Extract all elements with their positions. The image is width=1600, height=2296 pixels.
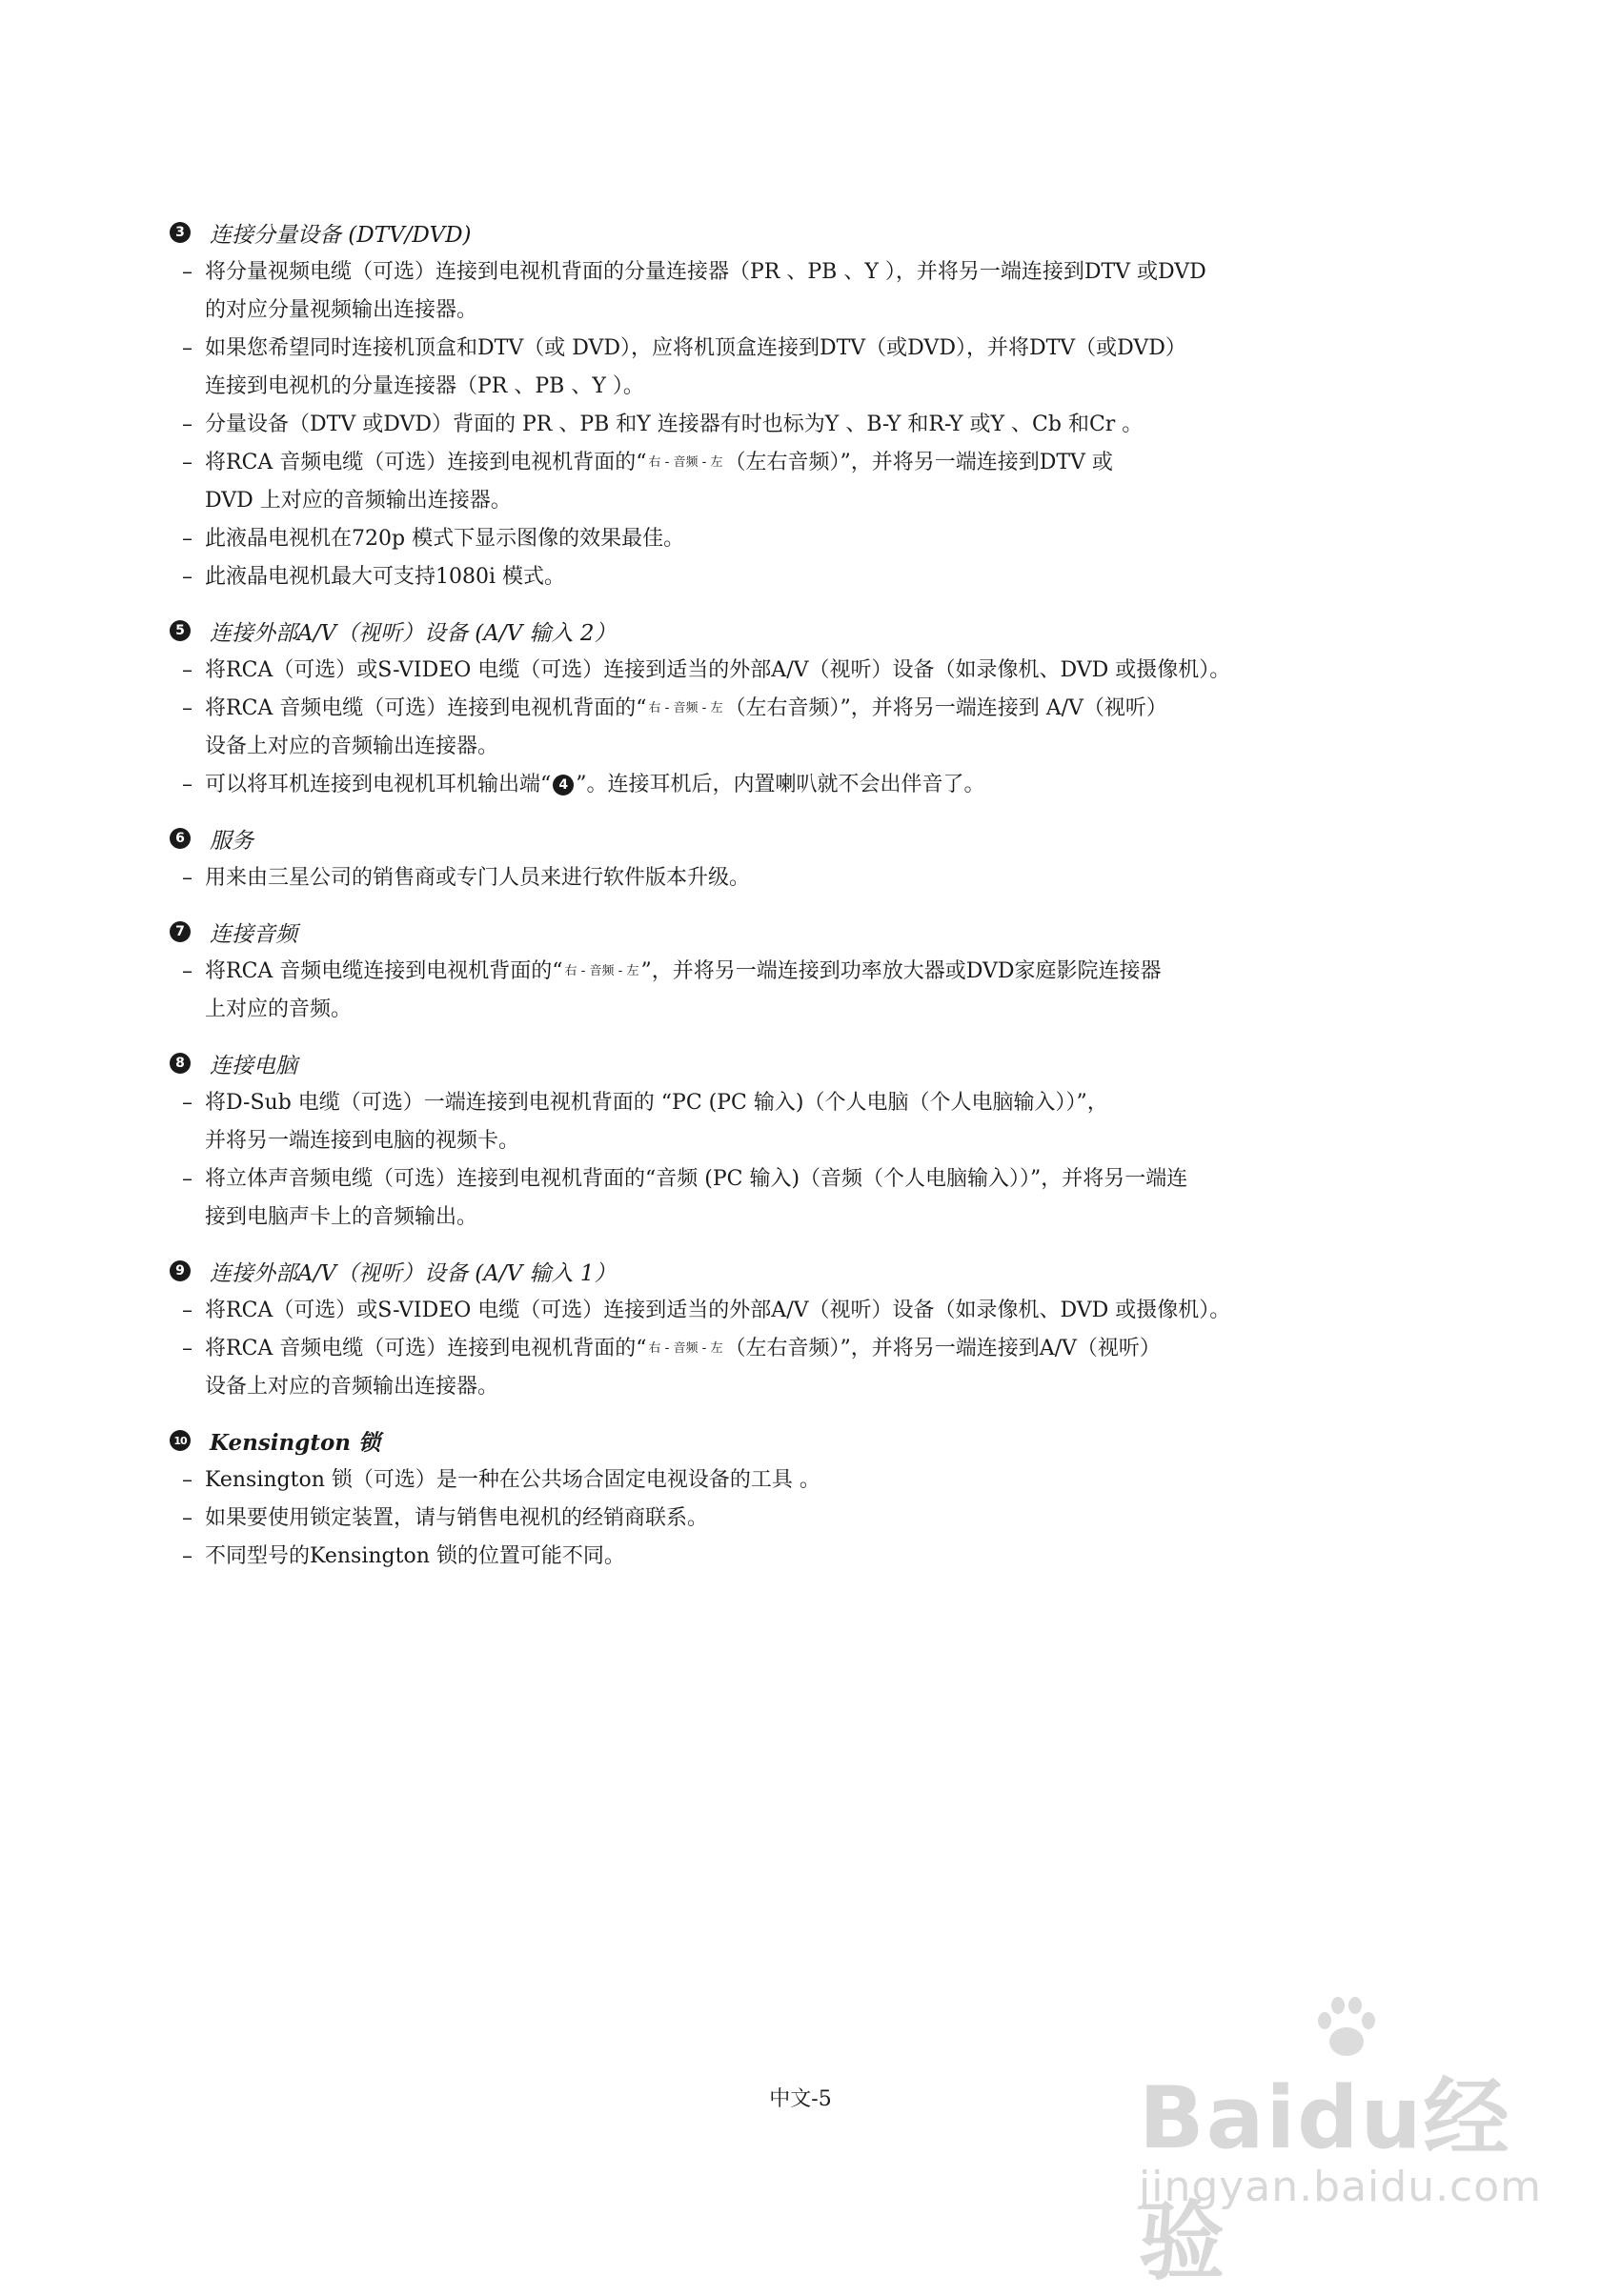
bullet-line: – 将D-Sub 电缆（可选）一端连接到电视机背面的 “PC (PC 输入)（个人电脑（个人电脑输入））”， [205,1091,1108,1115]
bullet-item [170,444,1447,520]
bullet-item [170,1538,1447,1576]
bullet-line: – 将RCA（可选）或S-VIDEO 电缆（可选）连接到适当的外部A/V（视听）设备（如录像机、DVD 或摄像机）。 [205,658,1231,682]
bullet-line: – 将立体声音频电缆（可选）连接到电视机背面的“音频 (PC 输入)（音频（个人电脑输入））”，并将另一端连 [205,1167,1188,1191]
section-title: Kensington 锁 [210,1429,381,1456]
section-5 [170,610,1447,804]
section-number-badge: 5 [170,620,191,641]
bullet-line: DVD 上对应的音频输出连接器。 [205,489,512,513]
section-title: 连接外部A/V（视听）设备 (A/V 输入 1） [210,1260,617,1286]
section-title: 连接音频 [210,921,297,947]
bullet-line: – 将RCA 音频电缆（可选）连接到电视机背面的“ 右 - 音频 - 左（左右音频）”，并将另一端连接到DTV 或 [205,444,1447,482]
bullet-line: – 如果您希望同时连接机顶盒和DTV（或 DVD），应将机顶盒连接到DTV（或DVD），并将DTV（或DVD） [205,336,1186,360]
bullet-item [170,690,1447,766]
bullet-line: – 可以将耳机连接到电视机耳机输出端“ 4 ”。连接耳机后，内置喇叭就不会出伴音了。 [205,773,985,796]
bullet-item [170,330,1447,406]
page-number: 中文-5 [769,2087,832,2111]
baidu-jingyan-watermark [1120,1991,1543,2292]
bullet-item [170,253,1447,330]
section-heading [170,817,1447,859]
bullet-line: – 此液晶电视机最大可支持1080i 模式。 [205,565,566,589]
bullet-item [170,1084,1447,1160]
bullet-item [170,406,1447,444]
bullet-item [170,652,1447,690]
bullet-item [170,766,1447,804]
audio-lr-jack-icon: 右 - 音频 - 左 [648,701,723,715]
bullet-line: 的对应分量视频输出连接器。 [205,298,478,322]
section-heading [170,1042,1447,1084]
bullet-item [170,1500,1447,1538]
section-number-badge: 3 [170,222,191,243]
bullet-item [170,953,1447,1029]
audio-lr-jack-icon: 右 - 音频 - 左 [648,1341,723,1356]
watermark-brand: Baidu经验 [1139,2068,1511,2292]
section-number-badge: 9 [170,1260,191,1281]
bullet-line: – 用来由三星公司的销售商或专门人员来进行软件版本升级。 [205,866,751,890]
bullet-item [170,1330,1447,1406]
bullet-item [170,859,1447,897]
bullet-item [170,558,1447,596]
section-number-badge: 10 [170,1430,191,1451]
bullet-item [170,520,1447,558]
bullet-line: – 将RCA 音频电缆（可选）连接到电视机背面的“ 右 - 音频 - 左（左右音频）”，并将另一端连接到 A/V（视听） [205,690,1447,728]
bullet-item [170,1160,1447,1237]
section-heading [170,610,1447,652]
audio-lr-jack-icon: 右 - 音频 - 左 [648,455,723,470]
section-3 [170,211,1447,596]
bullet-line: – Kensington 锁（可选）是一种在公共场合固定电视设备的工具 。 [205,1468,820,1492]
bullet-line: 设备上对应的音频输出连接器。 [205,1375,499,1399]
bullet-line: 设备上对应的音频输出连接器。 [205,735,499,758]
section-number-badge: 6 [170,828,191,849]
bullet-item [170,1461,1447,1500]
section-6 [170,817,1447,897]
bullet-item [170,1292,1447,1330]
section-7 [170,911,1447,1029]
bullet-line: – 此液晶电视机在720p 模式下显示图像的效果最佳。 [205,527,685,551]
section-number-badge: 8 [170,1053,191,1074]
bullet-line: 并将另一端连接到电脑的视频卡。 [205,1129,520,1153]
bullet-line: – 将RCA 音频电缆（可选）连接到电视机背面的“ 右 - 音频 - 左（左右音频）”，并将另一端连接到A/V（视听） [205,1330,1447,1368]
bullet-line: 连接到电视机的分量连接器（PR 、PB 、Y ）。 [205,374,644,398]
bullet-line: – 将分量视频电缆（可选）连接到电视机背面的分量连接器（PR 、PB 、Y ），并将另一端连接到DTV 或DVD [205,260,1206,284]
section-title: 连接外部A/V（视听）设备 (A/V 输入 2） [210,620,617,646]
section-number-badge: 7 [170,921,191,942]
section-heading [170,911,1447,953]
bullet-line: – 如果要使用锁定装置，请与销售电视机的经销商联系。 [205,1506,709,1530]
headphone-jack-4-icon: 4 [553,775,574,796]
section-9 [170,1250,1447,1406]
bullet-line: – 分量设备（DTV 或DVD）背面的 PR 、PB 和Y 连接器有时也标为Y 、B-Y 和R-Y 或Y 、Cb 和Cr 。 [205,413,1144,436]
manual-page-body [170,211,1447,1589]
section-heading [170,1420,1447,1461]
section-title: 服务 [210,828,253,854]
section-title: 连接分量设备 (DTV/DVD) [210,222,472,248]
bullet-line: 上对应的音频。 [205,997,353,1021]
watermark-url: jingyan.baidu.com [1139,2163,1543,2211]
section-10 [170,1420,1447,1576]
bullet-line: – 将RCA（可选）或S-VIDEO 电缆（可选）连接到适当的外部A/V（视听）设备（如录像机、DVD 或摄像机）。 [205,1299,1231,1322]
bullet-line: – 将RCA 音频电缆连接到电视机背面的“ 右 - 音频 - 左”，并将另一端连接到功率放大器或DVD家庭影院连接器 [205,953,1447,991]
audio-lr-jack-icon: 右 - 音频 - 左 [564,964,639,978]
section-heading [170,211,1447,253]
bullet-line: – 不同型号的Kensington 锁的位置可能不同。 [205,1544,625,1568]
section-heading [170,1250,1447,1292]
bullet-line: 接到电脑声卡上的音频输出。 [205,1205,478,1229]
section-8 [170,1042,1447,1237]
section-title: 连接电脑 [210,1053,297,1078]
